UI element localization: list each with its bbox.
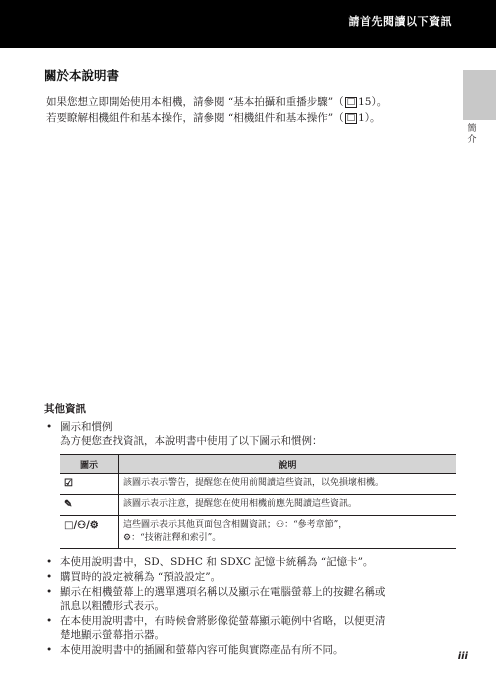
list-item: • 本使用說明書中，SD、SDHC 和 SDXC 記憶卡統稱為 “記憶卡”。 — [46, 555, 456, 569]
table-header-icon: 圖示 — [60, 455, 119, 474]
other-info-title: 其他資訊 — [44, 403, 86, 415]
section-title: 關於本說明書 — [44, 68, 120, 83]
book-icon: □ — [346, 112, 356, 123]
note-icon: ✎ — [60, 495, 119, 516]
symbols-table — [60, 454, 456, 549]
intro-2-ref[interactable]: 1 — [358, 112, 365, 124]
about-section — [46, 66, 456, 126]
symbols-description: 為方便您查找資訊，本說明書中使用了以下圖示和慣例： — [60, 435, 323, 447]
side-tab-label: 簡介 — [467, 124, 477, 145]
intro-paragraph-2 — [46, 110, 456, 126]
intro-1-end: ）。 — [371, 96, 388, 108]
reference-icon: □/⚇/⚙ — [60, 516, 119, 549]
list-item: • 顯示在相機螢幕上的選單選項名稱以及顯示在電腦螢幕上的按鍵名稱或 訊息以粗體形式表示。 — [46, 585, 456, 613]
side-tab-marker — [463, 70, 496, 120]
list-item: • 購買時的設定被稱為 “預設設定”。 — [46, 570, 456, 584]
table-row — [60, 495, 456, 516]
book-icon: □ — [346, 96, 356, 107]
intro-paragraph-1 — [46, 94, 456, 110]
intro-1-text: 如果您想立即開始使用本相機，請參閱 “基本拍攝和重播步驟”（ — [46, 96, 344, 108]
warning-icon: ☑ — [60, 474, 119, 495]
page-number: iii — [457, 651, 468, 662]
table-cell-desc: 該圖示表示警告，提醒您在使用前閱讀這些資訊，以免損壞相機。 — [119, 474, 457, 495]
other-info-section — [46, 401, 456, 658]
header-bar — [0, 0, 496, 48]
notes-list — [46, 555, 456, 657]
header-title: 請首先閱讀以下資訊 — [348, 15, 452, 28]
intro-1-ref[interactable]: 15 — [358, 96, 372, 108]
list-item: • 本使用說明書中的插圖和螢幕內容可能與實際產品有所不同。 — [46, 643, 456, 657]
intro-2-end: ）。 — [364, 112, 381, 124]
table-header-desc: 說明 — [119, 455, 457, 474]
table-cell-desc: 該圖示表示注意，提醒您在使用相機前應先閱讀這些資訊。 — [119, 495, 457, 516]
table-row — [60, 474, 456, 495]
intro-2-text: 若要瞭解相機組件和基本操作，請參閱 “相機組件和基本操作”（ — [46, 112, 344, 124]
table-row — [60, 516, 456, 549]
symbols-bullet: • 圖示和慣例 — [46, 420, 456, 434]
list-item: • 在本使用說明書中，有時候會將影像從螢幕顯示範例中省略，以便更清 楚地顯示螢幕指示器。 — [46, 614, 456, 642]
table-cell-desc: 這些圖示表示其他頁面包含相關資訊；⚇：“參考章節”， ⚙：“技術註釋和索引”。 — [119, 516, 457, 549]
